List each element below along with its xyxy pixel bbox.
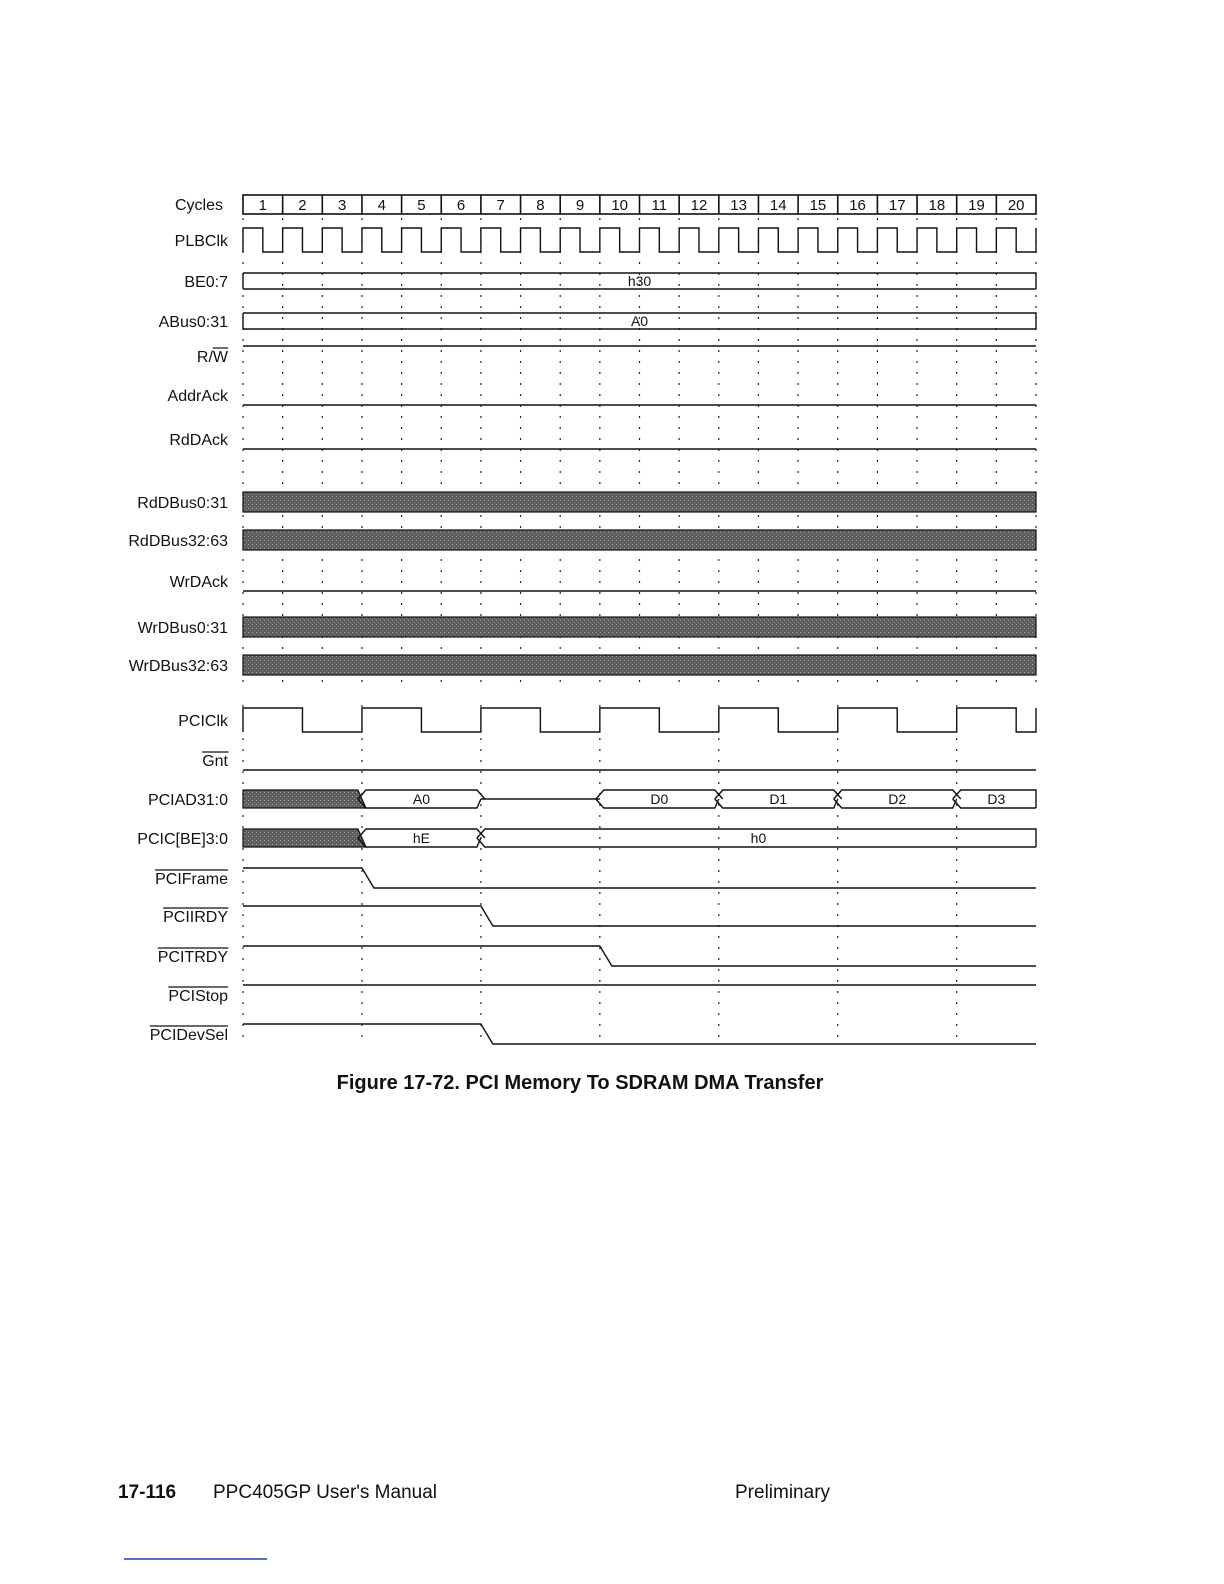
pci-clock-waveform [243,708,1036,732]
cycle-number: 1 [258,197,267,214]
invalid-data-region [243,790,366,808]
footer-rule [124,1558,267,1560]
signal-label-pciirdy: PCIIRDY [163,909,228,926]
invalid-data-band [243,492,1036,512]
bus-value: h0 [750,830,767,846]
signal-label-abus: ABus0:31 [158,314,228,331]
cycle-number: 3 [337,197,347,214]
edge-waveform-pcidevsel [243,1024,1036,1044]
invalid-data-band [243,530,1036,550]
plb-clock-waveform [243,228,1036,252]
cycle-number: 5 [417,197,426,214]
page-number: 17-116 [118,1482,177,1503]
cycle-number: 4 [377,197,386,214]
signal-label-rddbus0: RdDBus0:31 [137,495,228,512]
signal-label-addrack: AddrAck [167,388,228,405]
bus-value: h30 [627,273,652,289]
bus-value: D3 [987,791,1006,807]
invalid-data-band [243,655,1036,675]
pci-signal-group [137,708,1036,1044]
cycle-number: 10 [611,197,629,214]
signal-label-rddbus32: RdDBus32:63 [128,533,228,550]
bus-value: D0 [650,791,669,807]
cycle-number: 19 [968,197,985,214]
signal-label-pciad: PCIAD31:0 [147,792,228,809]
cycle-number: 8 [536,197,545,214]
signal-label-rddack: RdDAck [169,432,228,449]
figure-caption: Figure 17-72. PCI Memory To SDRAM DMA Transfer [336,1072,824,1094]
cycles-row [175,195,1036,214]
cycle-number: 14 [769,197,787,214]
cycle-number: 16 [849,197,866,214]
signal-label-rw: R/W [196,349,228,366]
signal-label-pcidevsel: PCIDevSel [149,1027,228,1044]
signal-label-pciframe: PCIFrame [155,871,228,888]
manual-title: PPC405GP User's Manual [213,1482,437,1503]
bus-value: D1 [769,791,788,807]
cycle-number: 9 [575,197,585,214]
bus-value: D2 [888,791,907,807]
signal-label-pciclk: PCIClk [178,713,228,730]
cycles-label: Cycles [174,197,223,214]
signal-label-pcistop: PCIStop [168,988,228,1005]
signal-label-gnt: Gnt [202,753,228,770]
cycle-number: 20 [1007,197,1025,214]
cycle-number: 7 [496,197,505,214]
cycle-number: 18 [928,197,946,214]
document-status: Preliminary [735,1482,831,1503]
cycle-number: 13 [730,197,747,214]
cycle-number: 17 [888,197,906,214]
cycle-number: 2 [298,197,307,214]
bus-value: A0 [630,313,649,329]
invalid-data-band [243,617,1036,637]
bus-value: A0 [412,791,430,807]
signal-label-pcibe: PCIC[BE]3:0 [137,831,228,848]
signal-label-be: BE0:7 [184,274,228,291]
signal-label-wrdack: WrDAck [169,574,228,591]
bus-value: hE [412,830,430,846]
signal-label-wrdbus32: WrDBus32:63 [128,658,228,675]
invalid-data-region [243,829,366,847]
cycle-number: 12 [690,197,708,214]
cycle-number: 15 [809,197,827,214]
signal-label-wrdbus0: WrDBus0:31 [137,620,228,637]
cycle-number: 6 [456,197,466,214]
signal-label-pcitrdy: PCITRDY [157,949,228,966]
signal-label-plbclk: PLBClk [174,233,228,250]
cycle-number: 11 [651,197,668,214]
plb-signal-group [128,228,1036,675]
